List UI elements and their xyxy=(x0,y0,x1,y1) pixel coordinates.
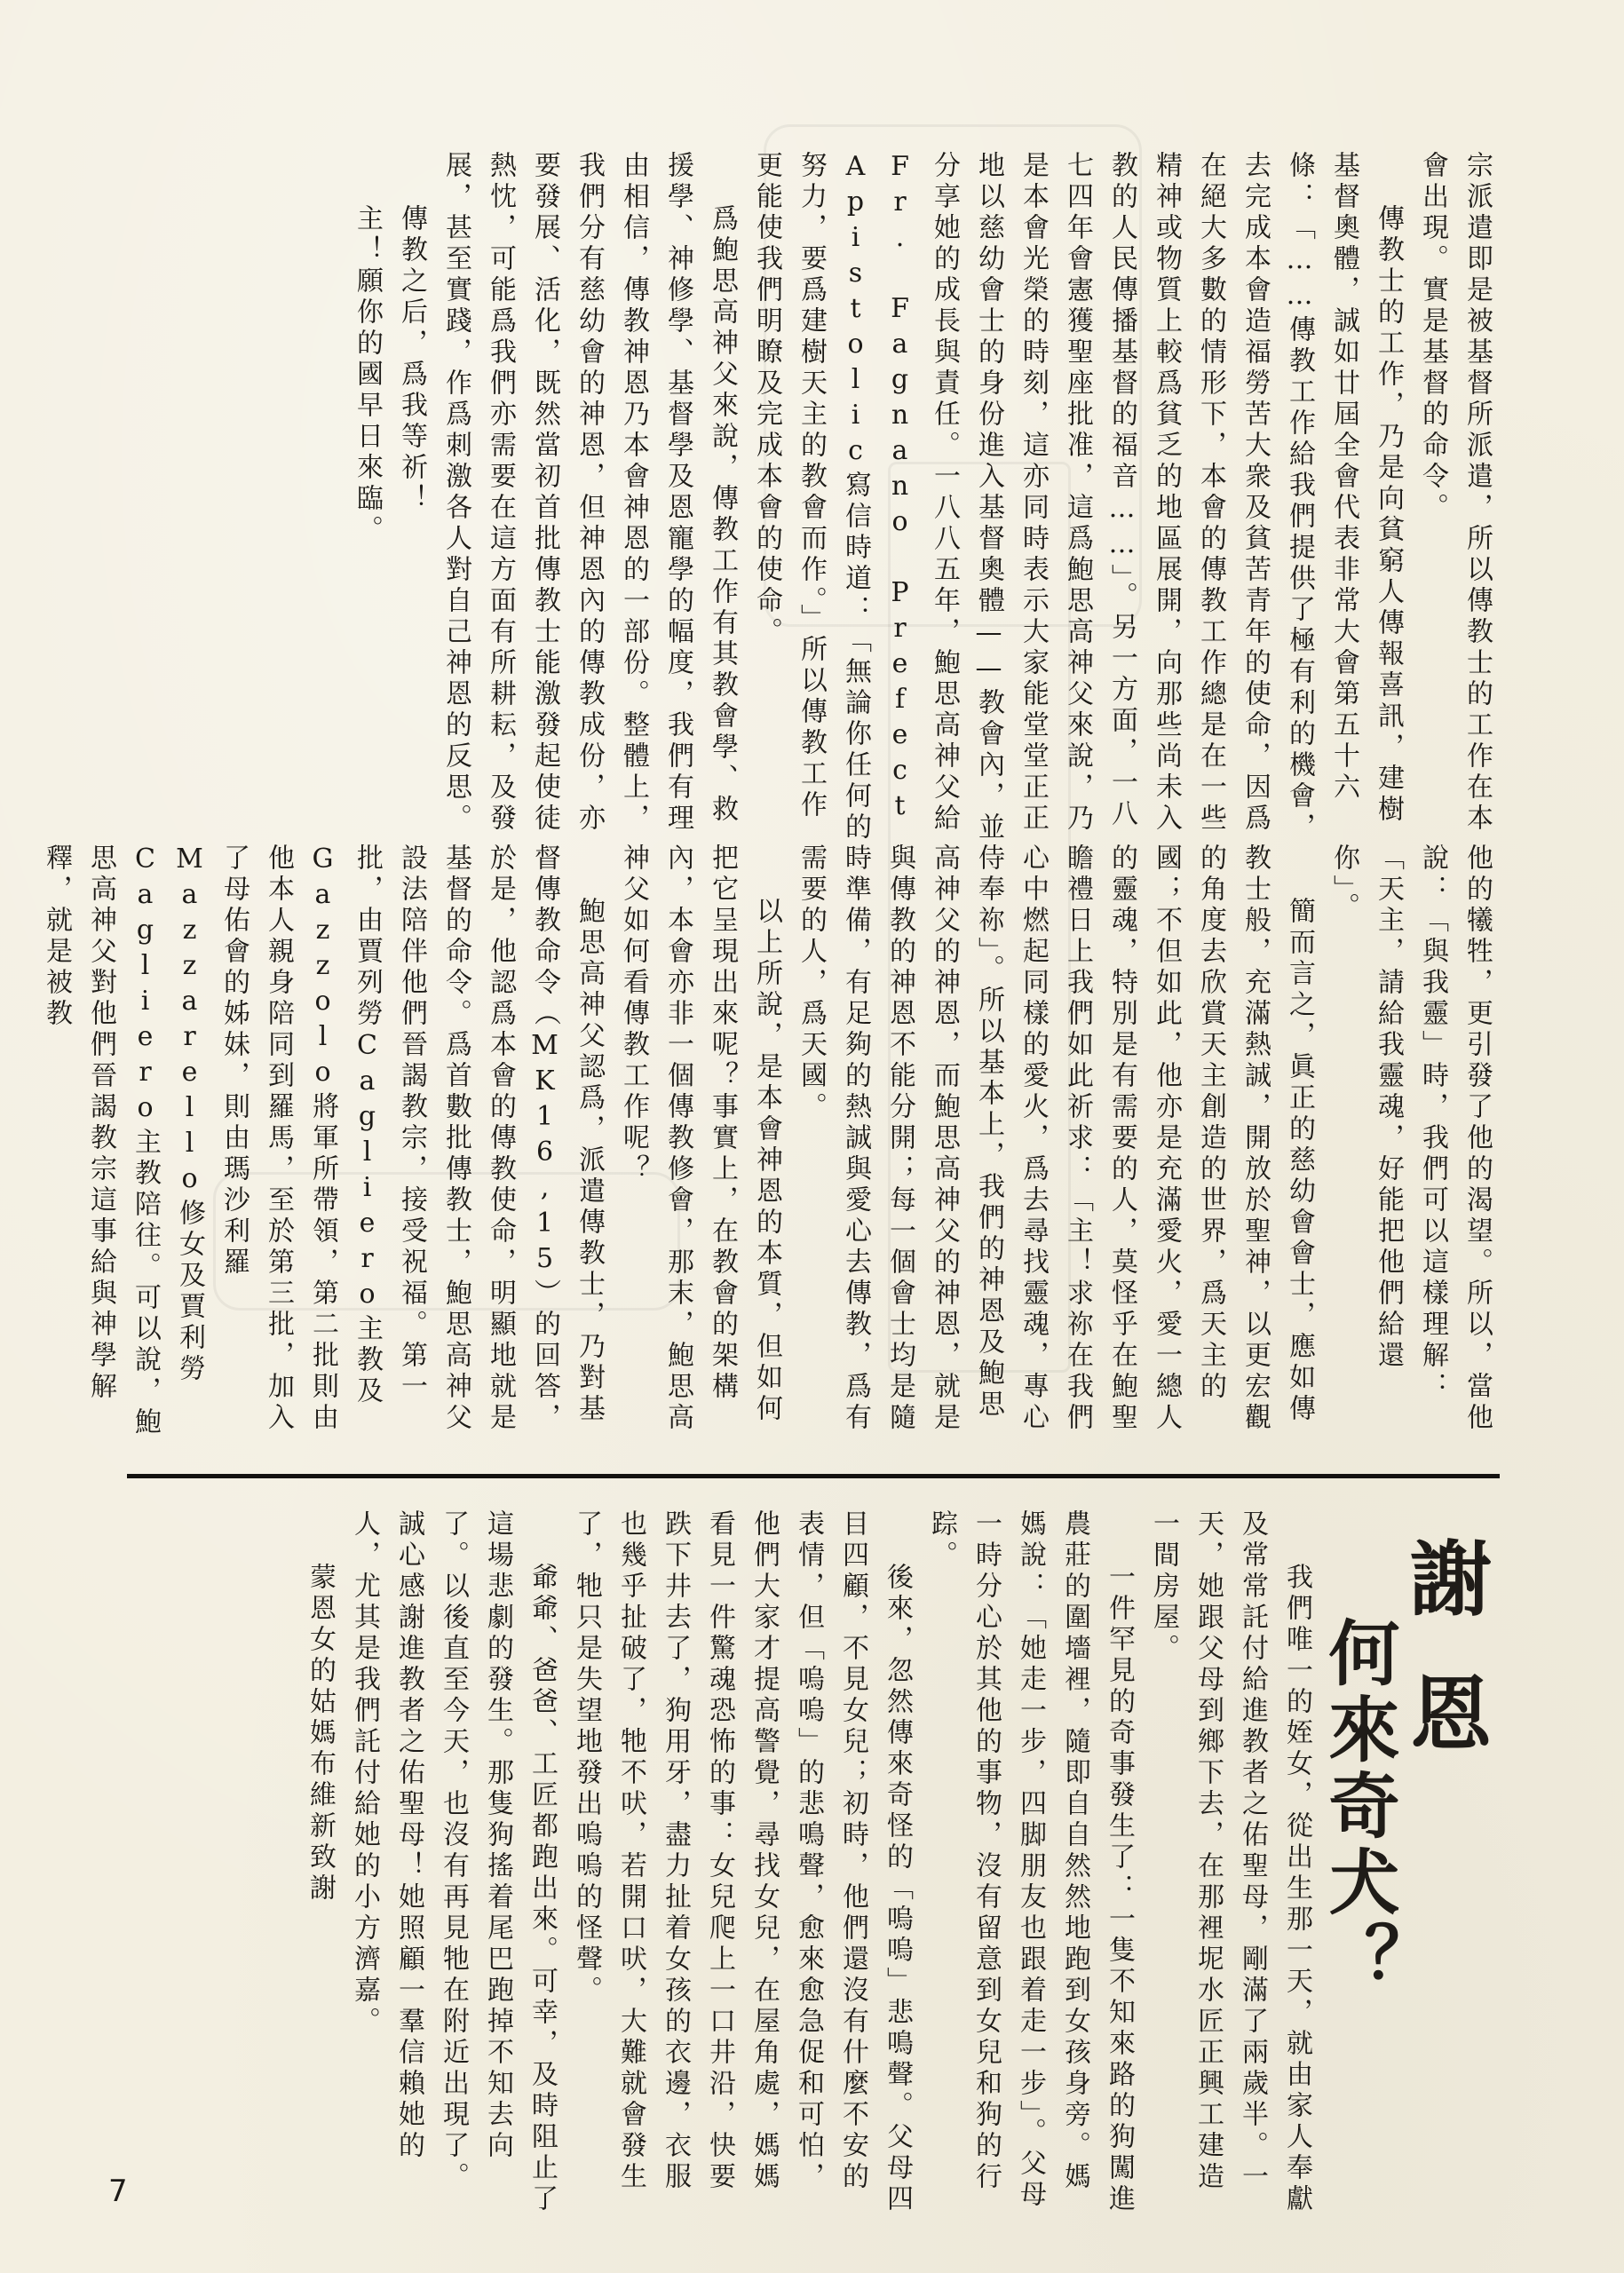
paragraph: 宗派遣即是被基督所派遣，所以傳教士的工作在本會出現。實是基督的命令。 xyxy=(1417,151,1493,835)
paragraph: 爺爺、爸爸、工匠都跑出來。可幸，及時阻止了這場悲劇的發生。那隻狗搖着尾巴跑掉不知去向了。以後直至今天，也沒有再見牠在附近出現了。誠心感謝進教者之佑聖母！她照顧一羣信賴她的人，尤其是我們託付給她的小方濟嘉。 xyxy=(349,1509,558,2215)
article-top-block-lower xyxy=(41,843,1499,1447)
article-top-block-upper xyxy=(114,151,1499,843)
paragraph: 傳教士的工作，乃是向貧窮人傳報喜訊，建樹基督奧體，誠如廿屆全會代表非常大會第五十六條：「……傳教工作給我們提供了極有利的機會，去完成本會造福勞苦大衆及貧苦青年的使命，因爲在絕大多數的情形下，本會的傳教工作總是在一些精神或物質上較爲貧乏的地區展開，向那些尚未入教的人民傳播基督的福音……」。另一方面，一八七四年會憲獲聖座批准，這爲鮑思高神父來說，乃是本會光榮的時刻，這亦同時表示大家能堂堂正正地以慈幼會士的身份進入基督奧體——教會內，並分享她的成長與責任。一八八五年，鮑思高神父給Fr. Fagnano Prefect Apistolic寫信時道：「無論你任何的努力，要爲建樹天主的教會而作。」所以傳教工作更能使我們明瞭及完成本會的使命。 xyxy=(751,151,1404,843)
paragraph: 傳教之后，爲我等祈！ xyxy=(396,204,427,515)
article-title: 謝恩 xyxy=(1397,1536,1492,1806)
section-divider xyxy=(127,1474,1500,1478)
page-number: 7 xyxy=(108,2174,128,2209)
paragraph: 我們唯一的姪女，從出生那一天，就由家人奉獻及常常託付給進教者之佑聖母，剛滿了兩歲半。一天，她跟父母到鄉下去，在那裡坭水匠正興工建造一間房屋。 xyxy=(1148,1509,1312,2215)
paragraph: 簡而言之，眞正的慈幼會會士，應如傳教士般，充滿熱誠，開放於聖神，以更宏觀的角度去欣賞天主創造的世界，爲天主的國；不但如此，他亦是充滿愛火，愛一總人的靈魂，特別是有需要的人，莫怪乎在鮑聖瞻禮日上我們如此祈求：「主！求祢在我們心中燃起同樣的愛火，爲去尋找靈魂，專心侍奉祢」。所以基本上，我們的神恩及鮑思高神父的神恩，而鮑思高神父的神恩，就是與傳教的神恩不能分開；每一個會士均是隨時準備，有足夠的熱誠與愛心去傳教，爲有需要的人，爲天國。 xyxy=(796,843,1315,1434)
paragraph: 後來，忽然傳來奇怪的「嗚嗚」悲鳴聲。父母四目四顧，不見女兒；初時，他們還沒有什麼不安的表情，但「嗚嗚」的悲鳴聲，愈來愈急促和可怕，他們大家才提高警覺，尋找女兒，在屋角處，媽媽看見一件驚魂恐怖的事：女兒爬上一口井沿，快要跌下井去了，狗用牙，盡力扯着女孩的衣邊，衣服也幾乎扯破了，牠不吠，若開口吠，大難就會發生了，牠只是失望地發出嗚嗚的怪聲。 xyxy=(571,1509,913,2215)
signature-line: 蒙恩女的姑媽布維新致謝 xyxy=(305,1563,336,1905)
article-bottom-body xyxy=(169,1509,1319,2220)
paragraph: 以上所說，是本會神恩的本質，但如何把它呈現出來呢？事實上，在教會的架構內，本會亦非一個傳教修會，那末，鮑思高神父如何看傳教工作呢？ xyxy=(618,843,782,1434)
article-subtitle: 何來奇犬？ xyxy=(1317,1616,1399,1998)
paragraph: 爲鮑思高神父來說，傳教工作有其教會學、救援學、神修學、基督學及恩寵學的幅度，我們有理由相信，傳教神恩乃本會神恩的一部份。整體上，我們分有慈幼會的神恩，但神恩內的傳教成份，亦要發展、活化，既然當初首批傳教士能激發起使徒熱忱，可能爲我們亦需要在這方面有所耕耘，及發展，甚至實踐，作爲刺激各人對自己神恩的反思。 xyxy=(440,151,738,835)
paragraph: 鮑思高神父認爲，派遣傳教士，乃對基督傳教命令（MK16,15）的回答，於是，他認爲本會的傳教使命，明顯地就是基督的命令。爲首數批傳教士，鮑思高神父設法陪伴他們晉謁教宗，接受祝福。第一批，由賈列勞Cagliero主教及Gazzolo將軍所帶領，第二批則由他本人親身陪同到羅馬，至於第三批，加入了母佑會的姊妹，則由瑪沙利羅Mazzarello修女及賈利勞Cagliero主教陪往。可以說，鮑思高神父對他們晉謁教宗這事給與神學解釋，就是被教 xyxy=(41,843,605,1438)
paragraph: 主！願你的國早日來臨。 xyxy=(352,204,383,546)
paragraph: 他的犧牲，更引發了他的渴望。所以，當他說：「與我靈」時，我們可以這樣理解：「天主，請給我靈魂，好能把他們給還你」。 xyxy=(1328,843,1493,1434)
paragraph: 一件罕見的奇事發生了：一隻不知來路的狗闖進農莊的圍墻裡，隨即自自然然地跑到女孩身旁。媽媽說：「她走一步，四脚朋友也跟着走一步」。父母一時分心於其他的事物，沒有留意到女兒和狗的行踪。 xyxy=(926,1509,1135,2215)
